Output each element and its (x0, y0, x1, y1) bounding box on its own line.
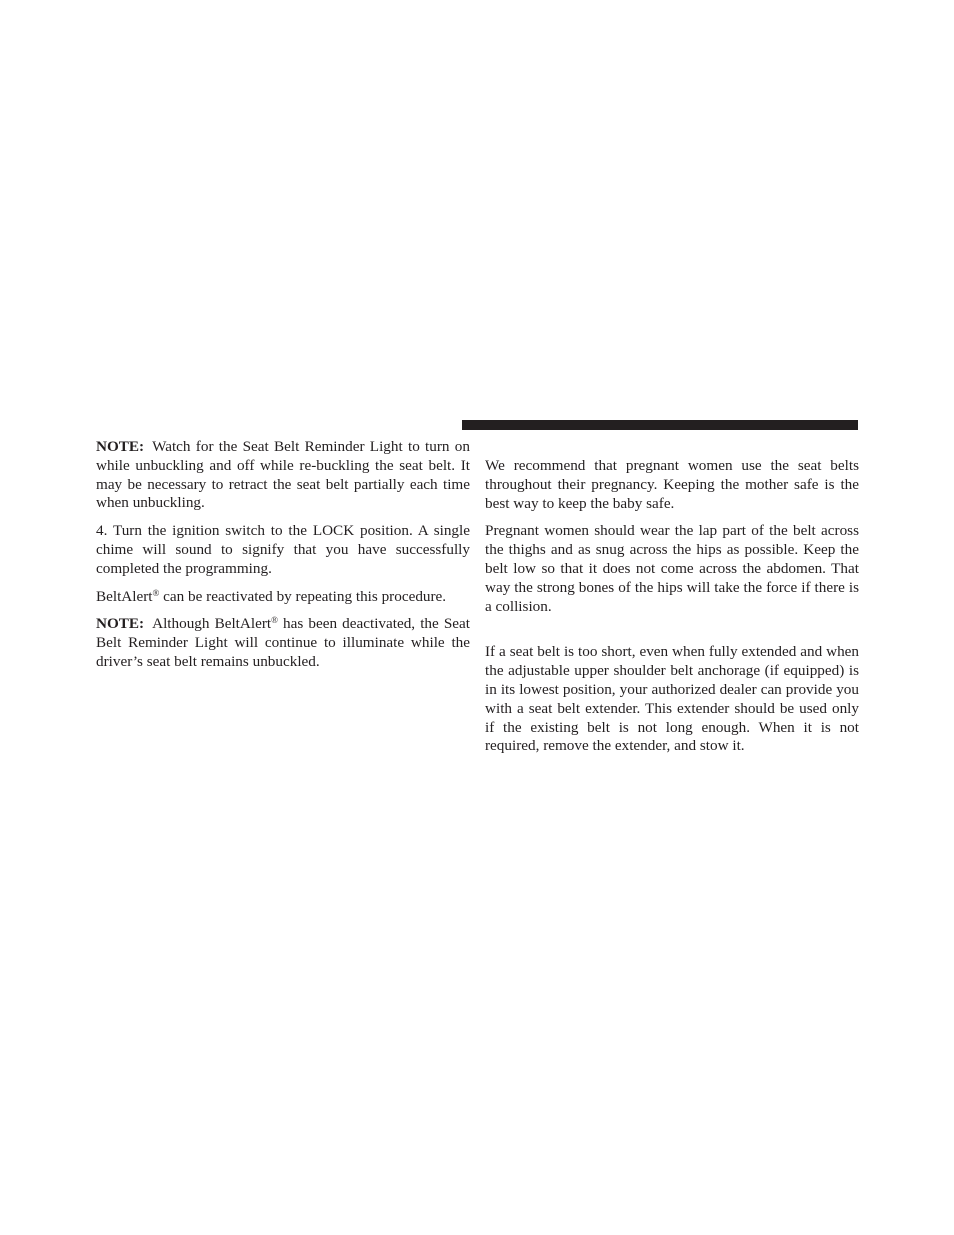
extender-paragraph: If a seat belt is too short, even when fully extended and when the adjustable upper shoulder belt anchorage (if equipped) is in its lowest position, your authorized dealer can provide you with a seat belt extender. This extender should be used only if the existing belt is not long enough. When it is not required, remove the extender, and stow it. (485, 643, 859, 755)
note-label: NOTE: (96, 615, 145, 633)
section-rule (462, 420, 858, 430)
heading-space (485, 625, 859, 643)
right-column (485, 438, 859, 765)
brand-name: BeltAlert (96, 587, 153, 605)
reactivate-text: can be reactivated by repeating this procedure. (159, 587, 447, 605)
note-deactivated (96, 615, 470, 671)
registered-mark: ® (271, 615, 278, 626)
registered-mark: ® (152, 587, 160, 598)
note-pre-text: Although BeltAlert (152, 615, 272, 633)
pregnant-paragraph-2: Pregnant women should wear the lap part of the belt across the thighs and as snug across the hips as possible. Keep the belt low so that it does not come across the abdomen. That way the strong bones of the hips will take the force if there is a collision. (485, 522, 859, 615)
reactivate-paragraph (96, 588, 470, 607)
heading-space (485, 438, 859, 457)
note-text: has been deactivated, the Seat Belt Reminder Light will continue to illuminate while the driver’s seat belt remains unbuckled. (96, 615, 470, 670)
note-label: NOTE: (96, 438, 145, 455)
note-text: Watch for the Seat Belt Reminder Light to turn on while unbuckling and off while re-buckling the seat belt. It may be necessary to retract the seat belt partially each time when unbuckling. (96, 438, 470, 512)
left-column (96, 438, 470, 681)
note-seat-belt-reminder (96, 438, 470, 513)
pregnant-paragraph-1: We recommend that pregnant women use the seat belts throughout their pregnancy. Keeping the mother safe is the best way to keep the baby safe. (485, 457, 859, 512)
step-4-paragraph: 4. Turn the ignition switch to the LOCK position. A single chime will sound to signify that you have successfully completed the programming. (96, 522, 470, 577)
